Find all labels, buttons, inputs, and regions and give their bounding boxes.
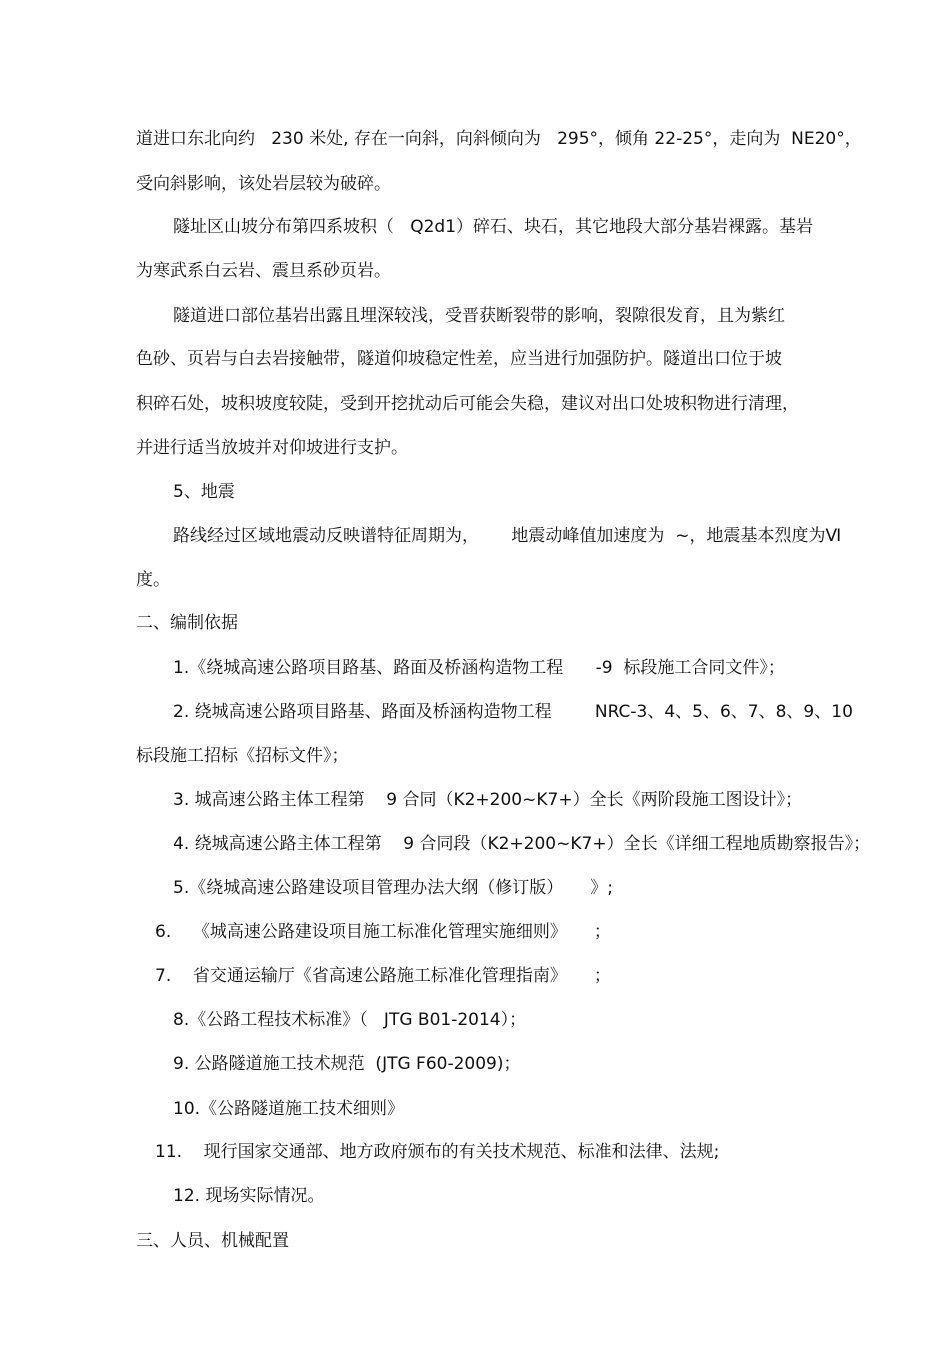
paragraph-line: 色砂、页岩与白去岩接触带，隧道仰坡稳定性差，应当进行加强防护。隧道出口位于坡 — [136, 349, 782, 369]
list-item: 5.《绕城高速公路建设项目管理办法大纲（修订版） 》; — [173, 878, 613, 898]
list-item-continuation: 标段施工招标《招标文件》； — [136, 746, 349, 766]
paragraph-line: 度。 — [136, 570, 170, 590]
list-item: 10.《公路隧道施工技术细则》 — [173, 1099, 405, 1119]
section-heading: 5、地震 — [173, 482, 235, 502]
list-item: 6. 《城高速公路建设项目施工标准化管理实施细则》 ； — [155, 922, 611, 942]
section-heading: 二、编制依据 — [136, 613, 238, 633]
paragraph-line: 隧址区山坡分布第四系坡积（ Q2d1）碎石、块石，其它地段大部分基岩裸露。基岩 — [173, 217, 814, 237]
paragraph-line: 隧道进口部位基岩出露且埋深较浅，受晋获断裂带的影响，裂隙很发育，且为紫红 — [173, 306, 785, 326]
paragraph-line: 受向斜影响，该处岩层较为破碎。 — [136, 174, 391, 194]
list-item: 4. 绕城高速公路主体工程第 9 合同段（K2+200~K7+）全长《详细工程地质勘察报告》； — [173, 834, 871, 854]
section-heading: 三、人员、机械配置 — [136, 1231, 289, 1251]
paragraph-line: 路线经过区域地震动反映谱特征周期为， 地震动峰值加速度为 ~，地震基本烈度为Ⅵ — [173, 526, 842, 546]
paragraph-line: 道进口东北向约 230 米处, 存在一向斜，向斜倾向为 295°，倾角 22-25°，走向为 NE20°， — [136, 129, 862, 149]
list-item: 9. 公路隧道施工技术规范 (JTG F60-2009)； — [173, 1054, 521, 1074]
paragraph-line: 为寒武系白云岩、震旦系砂页岩。 — [136, 261, 391, 281]
list-item: 12. 现场实际情况。 — [173, 1186, 325, 1206]
paragraph-line: 积碎石处，坡积坡度较陡，受到开挖扰动后可能会失稳，建议对出口处坡积物进行清理， — [136, 394, 799, 414]
list-item: 8.《公路工程技术标准》（ JTG B01-2014）； — [173, 1010, 527, 1030]
list-item: 11. 现行国家交通部、地方政府颁布的有关技术规范、标准和法律、法规; — [155, 1142, 720, 1162]
list-item: 1.《绕城高速公路项目路基、路面及桥涵构造物工程 -9 标段施工合同文件》； — [173, 658, 785, 678]
paragraph-line: 并进行适当放坡并对仰坡进行支护。 — [136, 438, 408, 458]
list-item: 7. 省交通运输厅《省高速公路施工标准化管理指南》 ； — [155, 966, 611, 986]
list-item: 2. 绕城高速公路项目路基、路面及桥涵构造物工程 NRC-3、4、5、6、7、8、9、10 — [173, 702, 853, 722]
list-item: 3. 城高速公路主体工程第 9 合同（K2+200~K7+）全长《两阶段施工图设计》； — [173, 790, 803, 810]
